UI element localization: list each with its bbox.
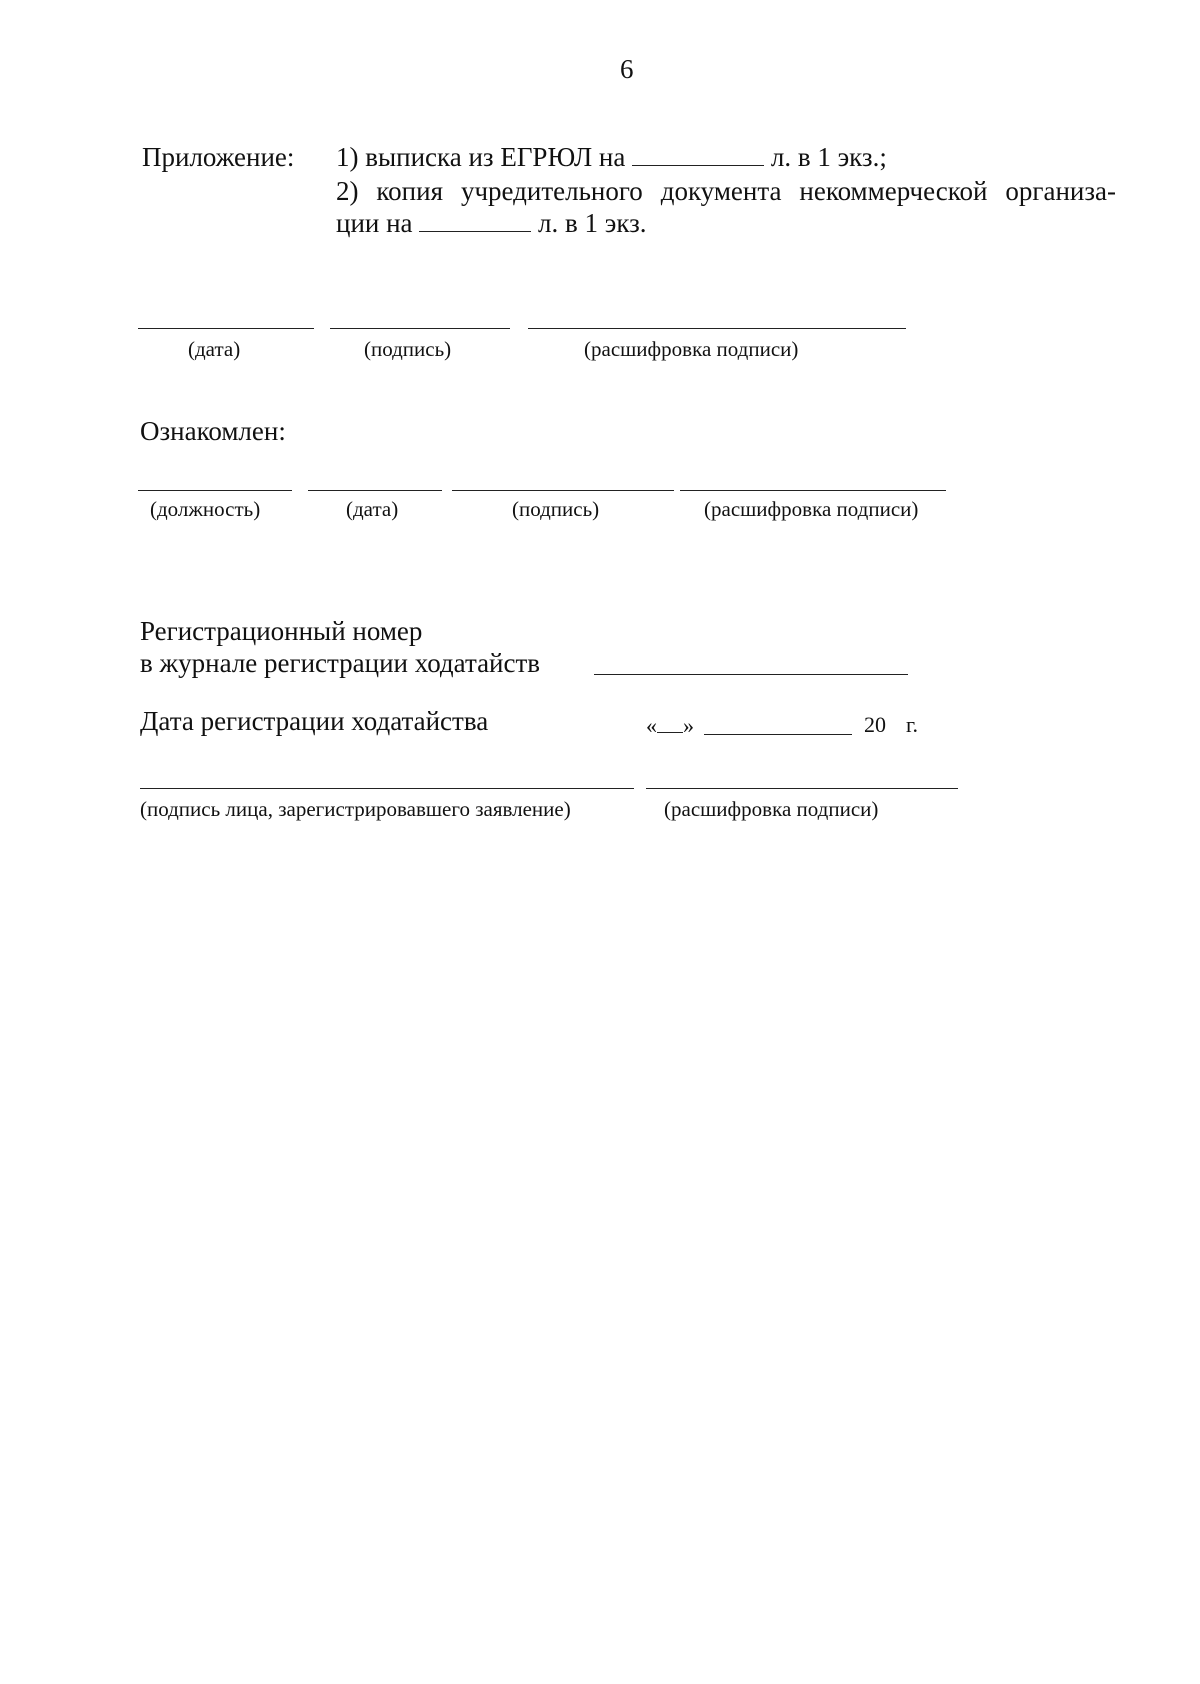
appendix-item-2-line-2 [336,206,647,240]
registrar-signature-line [140,788,634,789]
appendix-item-1 [336,140,887,174]
signature-caption: (подпись) [364,337,452,361]
position-line [138,490,292,491]
appendix-item-1-suffix: л. в 1 экз.; [770,142,887,172]
appendix-item-2-blank [419,211,531,232]
registration-date-label: Дата регистрации ходатайства [140,706,489,736]
ack-date-caption: (дата) [346,497,399,521]
appendix-item-2-suffix: л. в 1 экз. [538,208,647,238]
month-line [704,734,852,735]
appendix-item-2-prefix: ции на [336,208,413,238]
registration-number-label-1: Регистрационный номер [140,616,423,646]
ack-signature-caption: (подпись) [512,497,600,521]
appendix-label: Приложение: [142,142,295,172]
date-line [138,328,314,329]
appendix-item-2-line-1: 2) копия учредительного документа некоммерческой организа- [336,176,1116,206]
ack-decryption-line [680,490,946,491]
ack-date-line [308,490,442,491]
year-prefix: 20 [864,712,886,737]
day-blank [657,712,683,733]
appendix-item-1-prefix: 1) выписка из ЕГРЮЛ на [336,142,626,172]
quote-open: « [646,713,657,738]
decryption-line [528,328,906,329]
appendix-item-1-blank [632,145,764,166]
decryption-caption: (расшифровка подписи) [584,337,799,361]
registrar-decryption-line [646,788,958,789]
quote-close: » [683,713,694,738]
signature-line [330,328,510,329]
registration-number-line [594,674,908,675]
registrar-decryption-caption: (расшифровка подписи) [664,797,879,821]
registration-number-label-2: в журнале регистрации ходатайств [140,648,541,678]
year-suffix: г. [906,712,919,737]
acknowledged-label: Ознакомлен: [140,416,286,446]
registration-date-day [646,712,694,739]
position-caption: (должность) [150,497,261,521]
date-caption: (дата) [188,337,241,361]
ack-signature-line [452,490,674,491]
ack-decryption-caption: (расшифровка подписи) [704,497,919,521]
page-number: 6 [620,54,634,84]
registrar-signature-caption: (подпись лица, зарегистрировавшего заявление) [140,797,571,821]
